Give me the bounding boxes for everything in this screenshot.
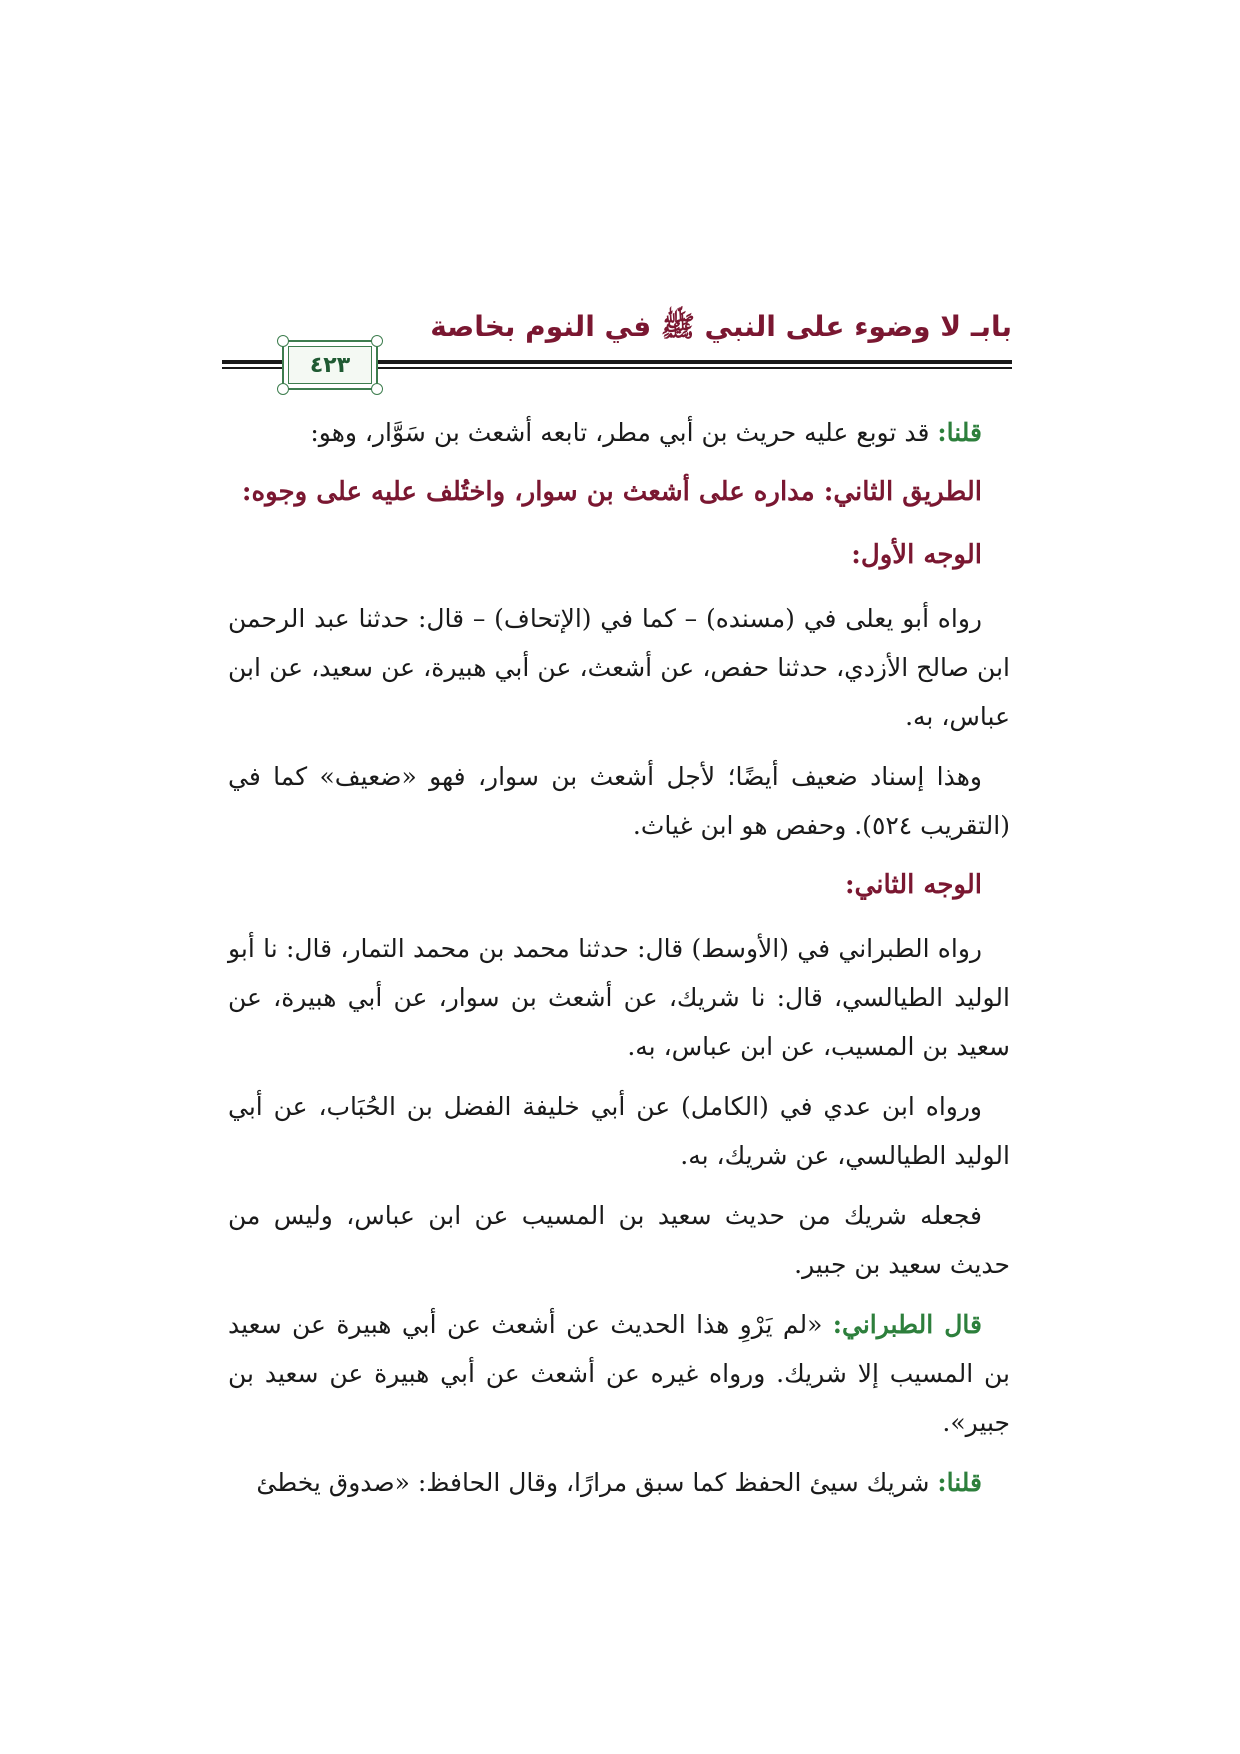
page-number-frame — [282, 340, 378, 390]
paragraph: فجعله شريك من حديث سعيد بن المسيب عن ابن عباس، وليس من حديث سعيد بن جبير. — [228, 1201, 1010, 1279]
lead-label: قال الطبراني: — [832, 1310, 982, 1339]
paragraph: وهذا إسناد ضعيف أيضًا؛ لأجل أشعث بن سوار، فهو «ضعيف» كما في (التقريب ٥٢٤). وحفص هو ابن غياث. — [228, 762, 1010, 840]
paragraph — [228, 1458, 1010, 1507]
lead-label: قلنا: — [937, 1468, 982, 1497]
ornament-icon — [277, 383, 289, 395]
paragraph — [228, 408, 1010, 457]
section-heading: الطريق الثاني: مداره على أشعث بن سوار، واختُلف عليه على وجوه: — [241, 477, 982, 507]
ornament-icon — [277, 335, 289, 347]
page-body — [228, 408, 1010, 1518]
paragraph: ورواه ابن عدي في (الكامل) عن أبي خليفة الفضل بن الحُبَاب، عن أبي الوليد الطيالسي، عن شريك، به. — [228, 1092, 1010, 1170]
subsection-heading: الوجه الأول: — [851, 540, 982, 570]
subsection-heading: الوجه الثاني: — [844, 870, 982, 900]
page-number: ٤٢٣ — [309, 352, 351, 378]
page-header — [222, 300, 1012, 390]
paragraph: رواه أبو يعلى في (مسنده) – كما في (الإتحاف) – قال: حدثنا عبد الرحمن ابن صالح الأزدي، حدثنا حفص، عن أشعث، عن أبي هبيرة، عن سعيد، عن ابن عباس، به. — [228, 604, 1010, 731]
paragraph — [228, 1300, 1010, 1447]
paragraph-text: قد توبع عليه حريث بن أبي مطر، تابعه أشعث بن سَوَّار، وهو: — [310, 418, 938, 447]
paragraph-text: «لم يَرْوِ هذا الحديث عن أشعث عن أبي هبيرة عن سعيد بن المسيب إلا شريك. ورواه غيره عن أشعث عن أبي هبيرة عن سعيد بن جبير». — [228, 1310, 1010, 1437]
lead-label: قلنا: — [937, 418, 982, 447]
chapter-title: بابـ لا وضوء على النبي ﷺ في النوم بخاصة — [430, 310, 1012, 343]
ornament-icon — [371, 383, 383, 395]
paragraph-text: شريك سيئ الحفظ كما سبق مرارًا، وقال الحافظ: «صدوق يخطئ — [256, 1468, 938, 1497]
ornament-icon — [371, 335, 383, 347]
paragraph: رواه الطبراني في (الأوسط) قال: حدثنا محمد بن محمد التمار، قال: نا أبو الوليد الطيالسي، قال: نا شريك، عن أشعث بن سوار، عن أبي هبيرة، عن سعيد بن المسيب، عن ابن عباس، به. — [228, 934, 1010, 1061]
